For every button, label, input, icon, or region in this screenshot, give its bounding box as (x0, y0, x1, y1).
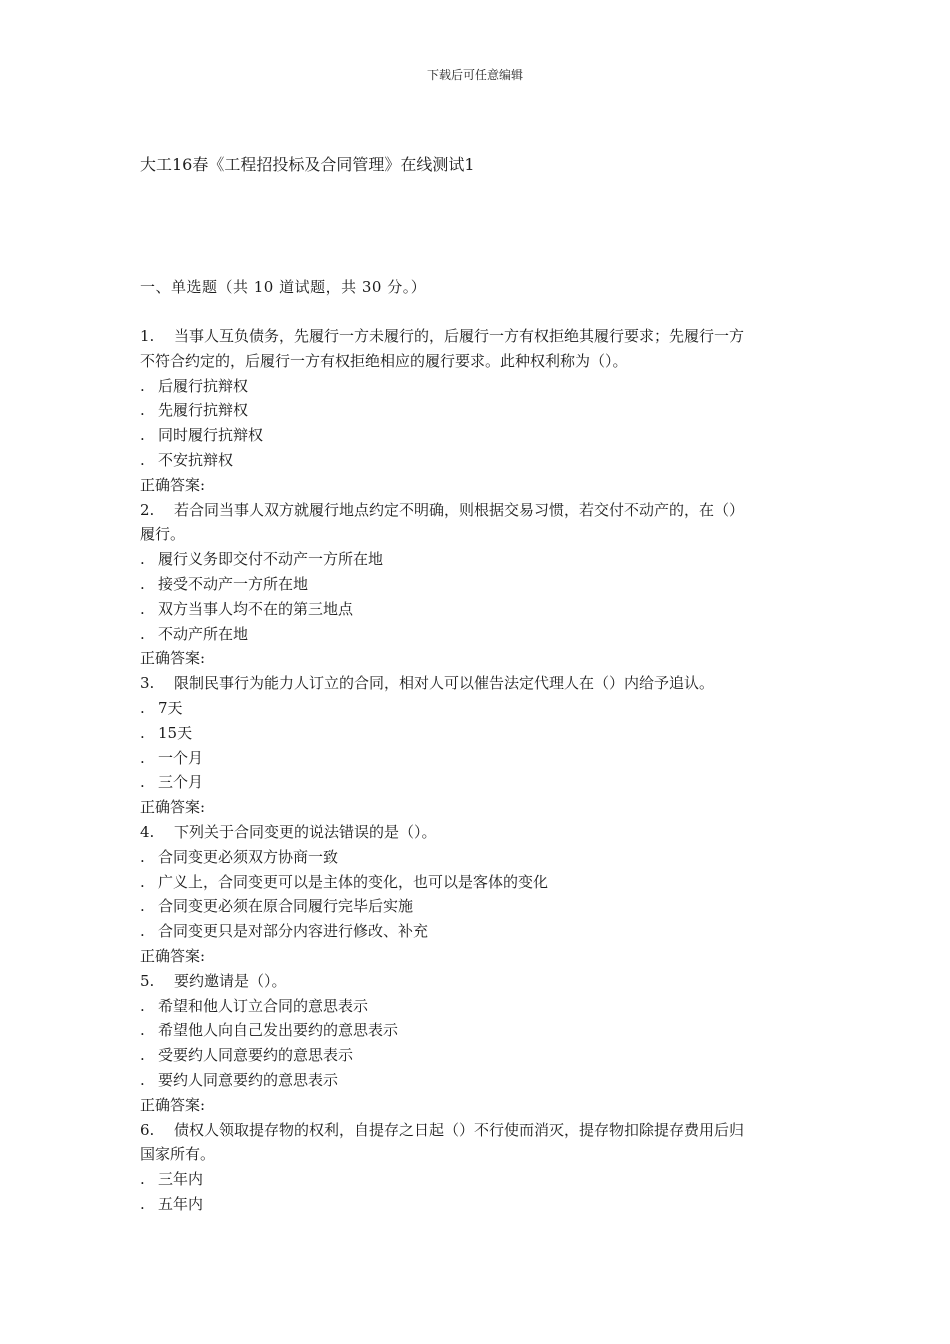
option-text: 先履行抗辩权 (158, 401, 249, 420)
question-number: 3. (140, 674, 155, 693)
question-text-line: 当事人互负债务，先履行一方未履行的，后履行一方有权拒绝其履行要求；先履行一方 (174, 327, 745, 345)
option-marker: . (140, 847, 145, 866)
option-marker: . (140, 1021, 145, 1040)
question-text-line: 国家所有。 (140, 1145, 216, 1164)
question-text-line: 履行。 (140, 525, 186, 544)
option-marker: . (140, 773, 145, 792)
question-stem (140, 820, 815, 845)
option-text: 不安抗辩权 (158, 450, 234, 469)
correct-answer-label: 正确答案: (140, 475, 206, 494)
option-marker: . (140, 450, 145, 469)
option-marker: . (140, 624, 145, 643)
option-marker: . (140, 872, 145, 891)
question-text-line: 不符合约定的，后履行一方有权拒绝相应的履行要求。此种权利称为（）。 (140, 351, 628, 370)
option-marker: . (140, 574, 145, 593)
question-text-line: 若合同当事人双方就履行地点约定不明确，则根据交易习惯，若交付不动产的，在（） (174, 500, 745, 519)
option-d (140, 1068, 815, 1093)
option-marker: . (140, 376, 145, 395)
section-heading: 一、单选题（共 10 道试题，共 30 分。） (140, 278, 427, 296)
option-b (140, 1192, 815, 1217)
correct-answer-label: 正确答案: (140, 649, 206, 668)
question-number: 5. (140, 971, 155, 990)
correct-answer-label: 正确答案: (140, 1095, 206, 1114)
option-text: 履行义务即交付不动产一方所在地 (158, 550, 384, 569)
option-text: 15天 (158, 723, 193, 742)
option-d (140, 622, 815, 647)
option-marker: . (140, 922, 145, 941)
option-b (140, 1018, 815, 1043)
option-marker: . (140, 1046, 145, 1065)
option-marker: . (140, 996, 145, 1015)
option-c (140, 423, 815, 448)
question-number: 2. (140, 500, 155, 519)
option-text: 一个月 (158, 748, 204, 767)
question-stem (140, 498, 815, 523)
option-marker: . (140, 748, 145, 767)
page-header: 下载后可任意编辑 (426, 68, 523, 82)
option-c (140, 597, 815, 622)
option-marker: . (140, 1194, 145, 1213)
document-title: 大工16春《工程招投标及合同管理》在线测试1 (140, 155, 475, 174)
question-stem (140, 969, 815, 994)
question-text-line: 下列关于合同变更的说法错误的是（）。 (174, 822, 437, 841)
option-marker: . (140, 426, 145, 445)
question-text-line: 债权人领取提存物的权利，自提存之日起（）不行使而消灭，提存物扣除提存费用后归 (174, 1120, 745, 1139)
option-a (140, 845, 815, 870)
option-d (140, 770, 815, 795)
option-c (140, 894, 815, 919)
option-b (140, 721, 815, 746)
question-stem (140, 671, 815, 696)
option-text: 希望和他人订立合同的意思表示 (158, 996, 369, 1015)
question-3 (140, 671, 815, 820)
option-d (140, 448, 815, 473)
question-5 (140, 969, 815, 1118)
option-text: 不动产所在地 (158, 624, 249, 643)
option-marker: . (140, 1170, 145, 1189)
question-text-line: 要约邀请是（）。 (174, 971, 287, 990)
question-4 (140, 820, 815, 969)
option-c (140, 1043, 815, 1068)
question-6 (140, 1118, 815, 1217)
option-b (140, 870, 815, 895)
option-text: 三个月 (158, 773, 204, 792)
question-number: 1. (140, 327, 155, 345)
question-text-line: 限制民事行为能力人订立的合同，相对人可以催告法定代理人在（）内给予追认。 (174, 674, 715, 693)
question-number: 4. (140, 822, 155, 841)
option-marker: . (140, 401, 145, 420)
option-c (140, 746, 815, 771)
question-stem (140, 324, 815, 349)
option-text: 7天 (158, 698, 183, 717)
question-2 (140, 498, 815, 672)
option-text: 广义上，合同变更可以是主体的变化，也可以是客体的变化 (158, 872, 549, 891)
option-text: 后履行抗辩权 (158, 376, 249, 395)
option-marker: . (140, 550, 145, 569)
option-text: 双方当事人均不在的第三地点 (158, 599, 354, 618)
option-marker: . (140, 698, 145, 717)
option-text: 要约人同意要约的意思表示 (158, 1070, 339, 1089)
question-list (140, 324, 815, 1217)
option-marker: . (140, 1070, 145, 1089)
option-text: 受要约人同意要约的意思表示 (158, 1046, 354, 1065)
option-b (140, 398, 815, 423)
correct-answer-label: 正确答案: (140, 798, 206, 817)
option-a (140, 696, 815, 721)
option-text: 同时履行抗辩权 (158, 426, 264, 445)
option-text: 三年内 (158, 1170, 204, 1189)
question-number: 6. (140, 1120, 155, 1139)
option-a (140, 374, 815, 399)
option-marker: . (140, 897, 145, 916)
option-text: 合同变更只是对部分内容进行修改、补充 (158, 922, 429, 941)
option-a (140, 547, 815, 572)
correct-answer-label: 正确答案: (140, 946, 206, 965)
option-b (140, 572, 815, 597)
option-text: 五年内 (158, 1194, 204, 1213)
option-marker: . (140, 723, 145, 742)
option-text: 接受不动产一方所在地 (158, 574, 309, 593)
option-a (140, 994, 815, 1019)
option-d (140, 919, 815, 944)
option-a (140, 1167, 815, 1192)
option-text: 合同变更必须在原合同履行完毕后实施 (158, 897, 414, 916)
option-text: 希望他人向自己发出要约的意思表示 (158, 1021, 399, 1040)
question-1 (140, 324, 815, 498)
option-text: 合同变更必须双方协商一致 (158, 847, 339, 866)
question-stem (140, 1118, 815, 1143)
option-marker: . (140, 599, 145, 618)
